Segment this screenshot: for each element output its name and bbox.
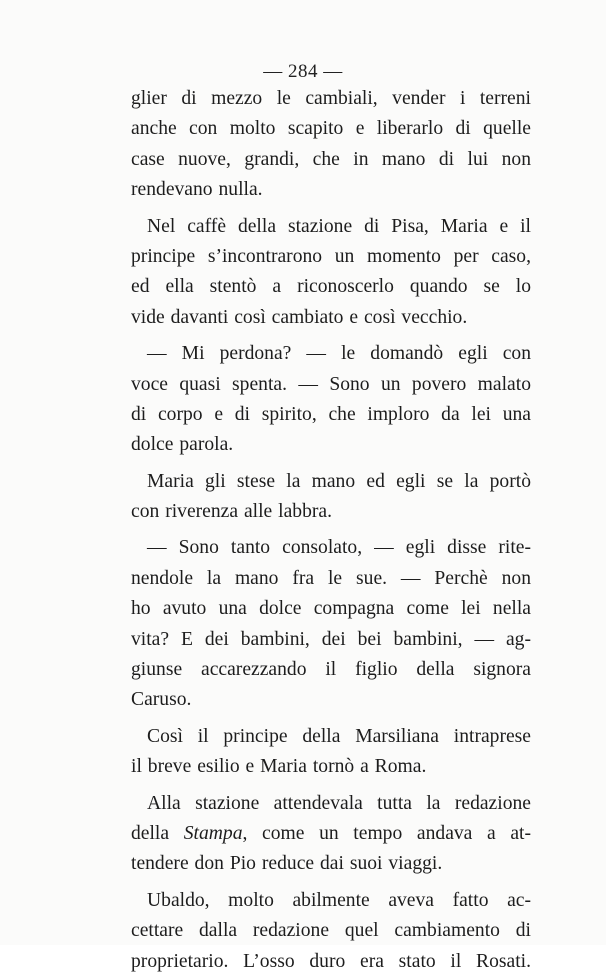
text-line: con riverenza alle labbra.	[131, 501, 332, 523]
text-line: giunse accarezzando il figlio della signora	[131, 659, 531, 681]
text-block	[131, 84, 531, 977]
text-line: — Mi perdona? — le domandò egli con	[147, 343, 531, 365]
text-line: vita? E dei bambini, dei bei bambini, — ag-	[131, 628, 531, 650]
text-line: rendevano nulla.	[131, 179, 263, 201]
text-line: tendere don Pio reduce dai suoi viaggi.	[131, 853, 443, 875]
text-line: proprietario. L’osso duro era stato il Rosati.	[131, 950, 531, 972]
text-line: dolce parola.	[131, 434, 234, 456]
text-line: ho avuto una dolce compagna come lei nella	[131, 598, 531, 620]
text-line: Maria gli stese la mano ed egli se la portò	[147, 470, 531, 492]
text-line: — Sono tanto consolato, — egli disse rite-	[147, 537, 531, 559]
text-line: Nel caffè della stazione di Pisa, Maria e il	[147, 215, 531, 237]
text-line: case nuove, grandi, che in mano di lui non	[131, 148, 531, 170]
text-line: vide davanti così cambiato e così vecchio.	[131, 306, 468, 328]
text-line: principe s’incontrarono un momento per caso,	[131, 245, 531, 267]
text-line: glier di mezzo le cambiali, vender i terreni	[131, 88, 531, 109]
text-line: voce quasi spenta. — Sono un povero malato	[131, 373, 531, 395]
text-line: Alla stazione attendevala tutta la redazione	[147, 792, 531, 814]
page-number: — 284 —	[263, 61, 343, 82]
text-line: il breve esilio e Maria tornò a Roma.	[131, 756, 427, 778]
text-line: Così il principe della Marsiliana intraprese	[147, 725, 531, 747]
text-line: Ubaldo, molto abilmente aveva fatto ac-	[147, 889, 531, 911]
text-line: nendole la mano fra le sue. — Perchè non	[131, 567, 531, 589]
text-line: cettare dalla redazione quel cambiamento di	[131, 920, 531, 942]
text-line: anche con molto scapito e liberarlo di quelle	[131, 118, 531, 140]
text-line: Caruso.	[131, 689, 192, 711]
newspaper-name: Stampa	[183, 822, 243, 844]
text-line: della Stampa, come un tempo andava a at-	[131, 822, 531, 844]
text-line: ed ella stentò a riconoscerlo quando se lo	[131, 276, 531, 298]
text-line: di corpo e di spirito, che imploro da lei una	[131, 403, 531, 425]
